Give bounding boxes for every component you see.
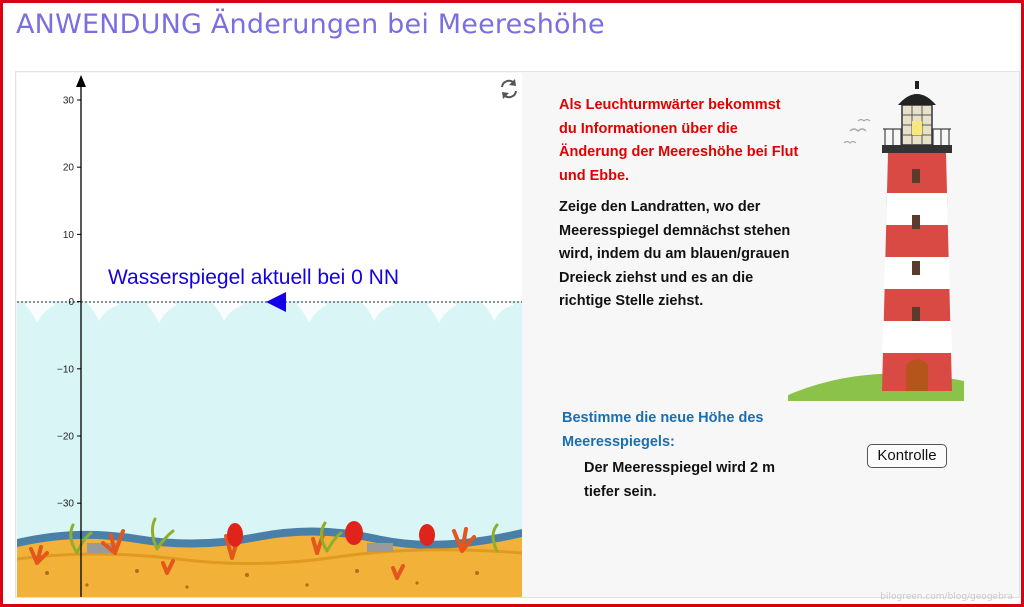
y-tick-label: 30	[62, 95, 74, 107]
geogebra-applet	[15, 71, 1020, 598]
kontrolle-button[interactable]: Kontrolle	[867, 444, 947, 468]
y-axis-arrow	[76, 75, 86, 87]
instruction-text: Zeige den Landratten, wo der Meeresspiegel demnächst stehen wird, indem du am blauen/grauen Dreieck ziehst und es an die richtige Stelle ziehst.	[559, 199, 791, 309]
answer-text: Der Meeresspiegel wird 2 m tiefer sein.	[584, 460, 775, 500]
water-level-label: Wasserspiegel aktuell bei 0 NN	[108, 266, 400, 289]
y-tick-label: −30	[57, 498, 74, 510]
y-tick-label: −10	[57, 364, 74, 376]
y-tick-label: 20	[62, 162, 74, 174]
graphics-view[interactable]	[17, 73, 522, 597]
refresh-icon[interactable]	[502, 79, 516, 99]
lighthouse-icon	[788, 81, 968, 401]
y-tick-label: 10	[62, 229, 74, 241]
info-panel	[522, 73, 1019, 597]
page-title: ANWENDUNG Änderungen bei Meereshöhe	[16, 9, 605, 40]
info-text-red: Als Leuchturmwärter bekommst du Informationen über die Änderung der Meereshöhe bei Flut und Ebbe.	[559, 97, 799, 184]
watermark: bilogreen.com/blog/geogebra	[880, 592, 1013, 602]
y-tick-label: 0	[68, 297, 74, 309]
y-tick-label: −20	[57, 431, 74, 443]
graph-canvas	[17, 73, 522, 597]
question-text: Bestimme die neue Höhe des Meeresspiegels:	[562, 410, 764, 450]
